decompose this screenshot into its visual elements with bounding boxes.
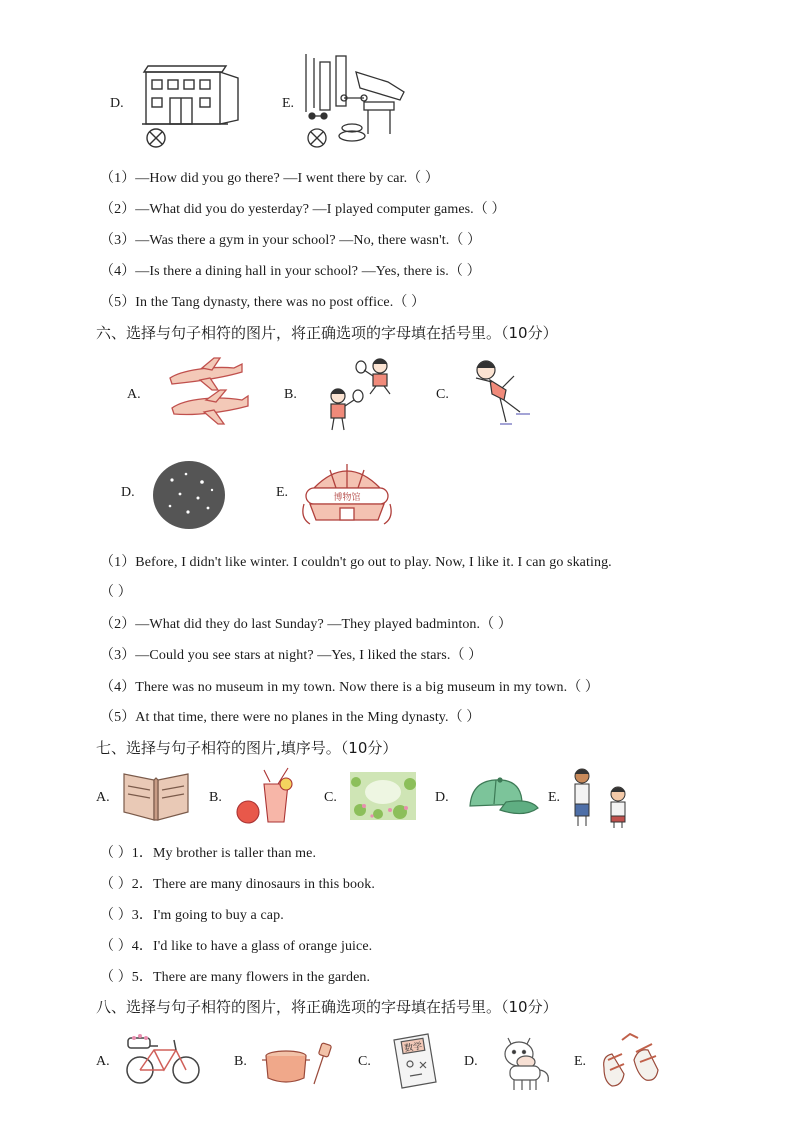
option-e-label: E. [282, 96, 295, 111]
s6-item-4: （4）There was no museum in my town. Now there is a big museum in my town.（ ） [100, 680, 599, 695]
kids-playing-badminton-icon [318, 354, 398, 432]
s7-option-c-label: C. [324, 790, 337, 805]
sandals-icon [598, 1030, 664, 1092]
s6-item-5: （5）At that time, there were no planes in the Ming dynasty.（ ） [100, 710, 481, 725]
s5-item-5: （5）In the Tang dynasty, there was no post office.（ ） [100, 295, 426, 310]
option-d-label: D. [110, 96, 124, 111]
gym-equipment-crossed-icon [300, 52, 408, 152]
s8-option-d-label: D. [464, 1054, 478, 1069]
s8-heading: 八、选择与句子相符的图片，将正确选项的字母填在括号里。（10分） [96, 998, 558, 1016]
s6-heading: 六、选择与句子相符的图片，将正确选项的字母填在括号里。（10分） [96, 324, 558, 342]
s7-option-a-label: A. [96, 790, 110, 805]
s8-option-c-label: C. [358, 1054, 371, 1069]
math-book-icon [388, 1032, 440, 1092]
s6-option-c-label: C. [436, 387, 449, 402]
night-sky-stars-icon [152, 460, 226, 530]
s5-item-2: （2）—What did you do yesterday? —I played computer games.（ ） [100, 202, 506, 217]
s7-heading: 七、选择与句子相符的图片,填序号。（10分） [96, 739, 398, 757]
airplanes-icon [162, 356, 250, 428]
museum-building-icon [300, 458, 394, 528]
s7-option-b-label: B. [209, 790, 222, 805]
s7-item-4: （ ）4．I'd like to have a glass of orange juice. [100, 939, 373, 954]
s7-item-3: （ ）3．I'm going to buy a cap. [100, 908, 284, 923]
s6-option-d-label: D. [121, 485, 135, 500]
pony-icon [496, 1032, 554, 1094]
s6-item-1-blank: （ ） [100, 585, 132, 600]
two-boys-heights-icon [566, 766, 636, 830]
s5-item-4: （4）—Is there a dining hall in your school? —Yes, there is.（ ） [100, 264, 481, 279]
cap-icon [460, 774, 540, 822]
orange-juice-glass-icon [234, 766, 298, 828]
cooking-pot-icon [262, 1040, 334, 1088]
s7-item-2: （ ）2．There are many dinosaurs in this book. [100, 877, 375, 892]
open-book-icon [120, 766, 192, 824]
s8-option-a-label: A. [96, 1054, 110, 1069]
s6-option-b-label: B. [284, 387, 297, 402]
s5-item-3: （3）—Was there a gym in your school? —No, there wasn't.（ ） [100, 233, 482, 248]
bicycle-icon [124, 1034, 204, 1088]
math-book-title: 数学 [403, 1041, 423, 1055]
flower-garden-icon [350, 772, 416, 820]
s6-item-2: （2）—What did they do last Sunday? —They played badminton.（ ） [100, 617, 512, 632]
s5-item-1: （1）—How did you go there? —I went there by car.（ ） [100, 171, 439, 186]
s8-option-e-label: E. [574, 1054, 587, 1069]
child-skating-icon [470, 356, 542, 428]
s7-item-5: （ ）5．There are many flowers in the garden. [100, 970, 371, 985]
s7-item-1: （ ）1．My brother is taller than me. [100, 846, 317, 861]
s8-option-b-label: B. [234, 1054, 247, 1069]
museum-sign-text: 博物馆 [333, 493, 361, 503]
s6-option-a-label: A. [127, 387, 141, 402]
s7-option-d-label: D. [435, 790, 449, 805]
s6-item-1: （1）Before, I didn't like winter. I couldn't go out to play. Now, I like it. I can go skating. [100, 555, 612, 570]
s6-item-3: （3）—Could you see stars at night? —Yes, I liked the stars.（ ） [100, 648, 483, 663]
s6-option-e-label: E. [276, 485, 289, 500]
school-building-crossed-icon [138, 58, 243, 150]
s7-option-e-label: E. [548, 790, 561, 805]
